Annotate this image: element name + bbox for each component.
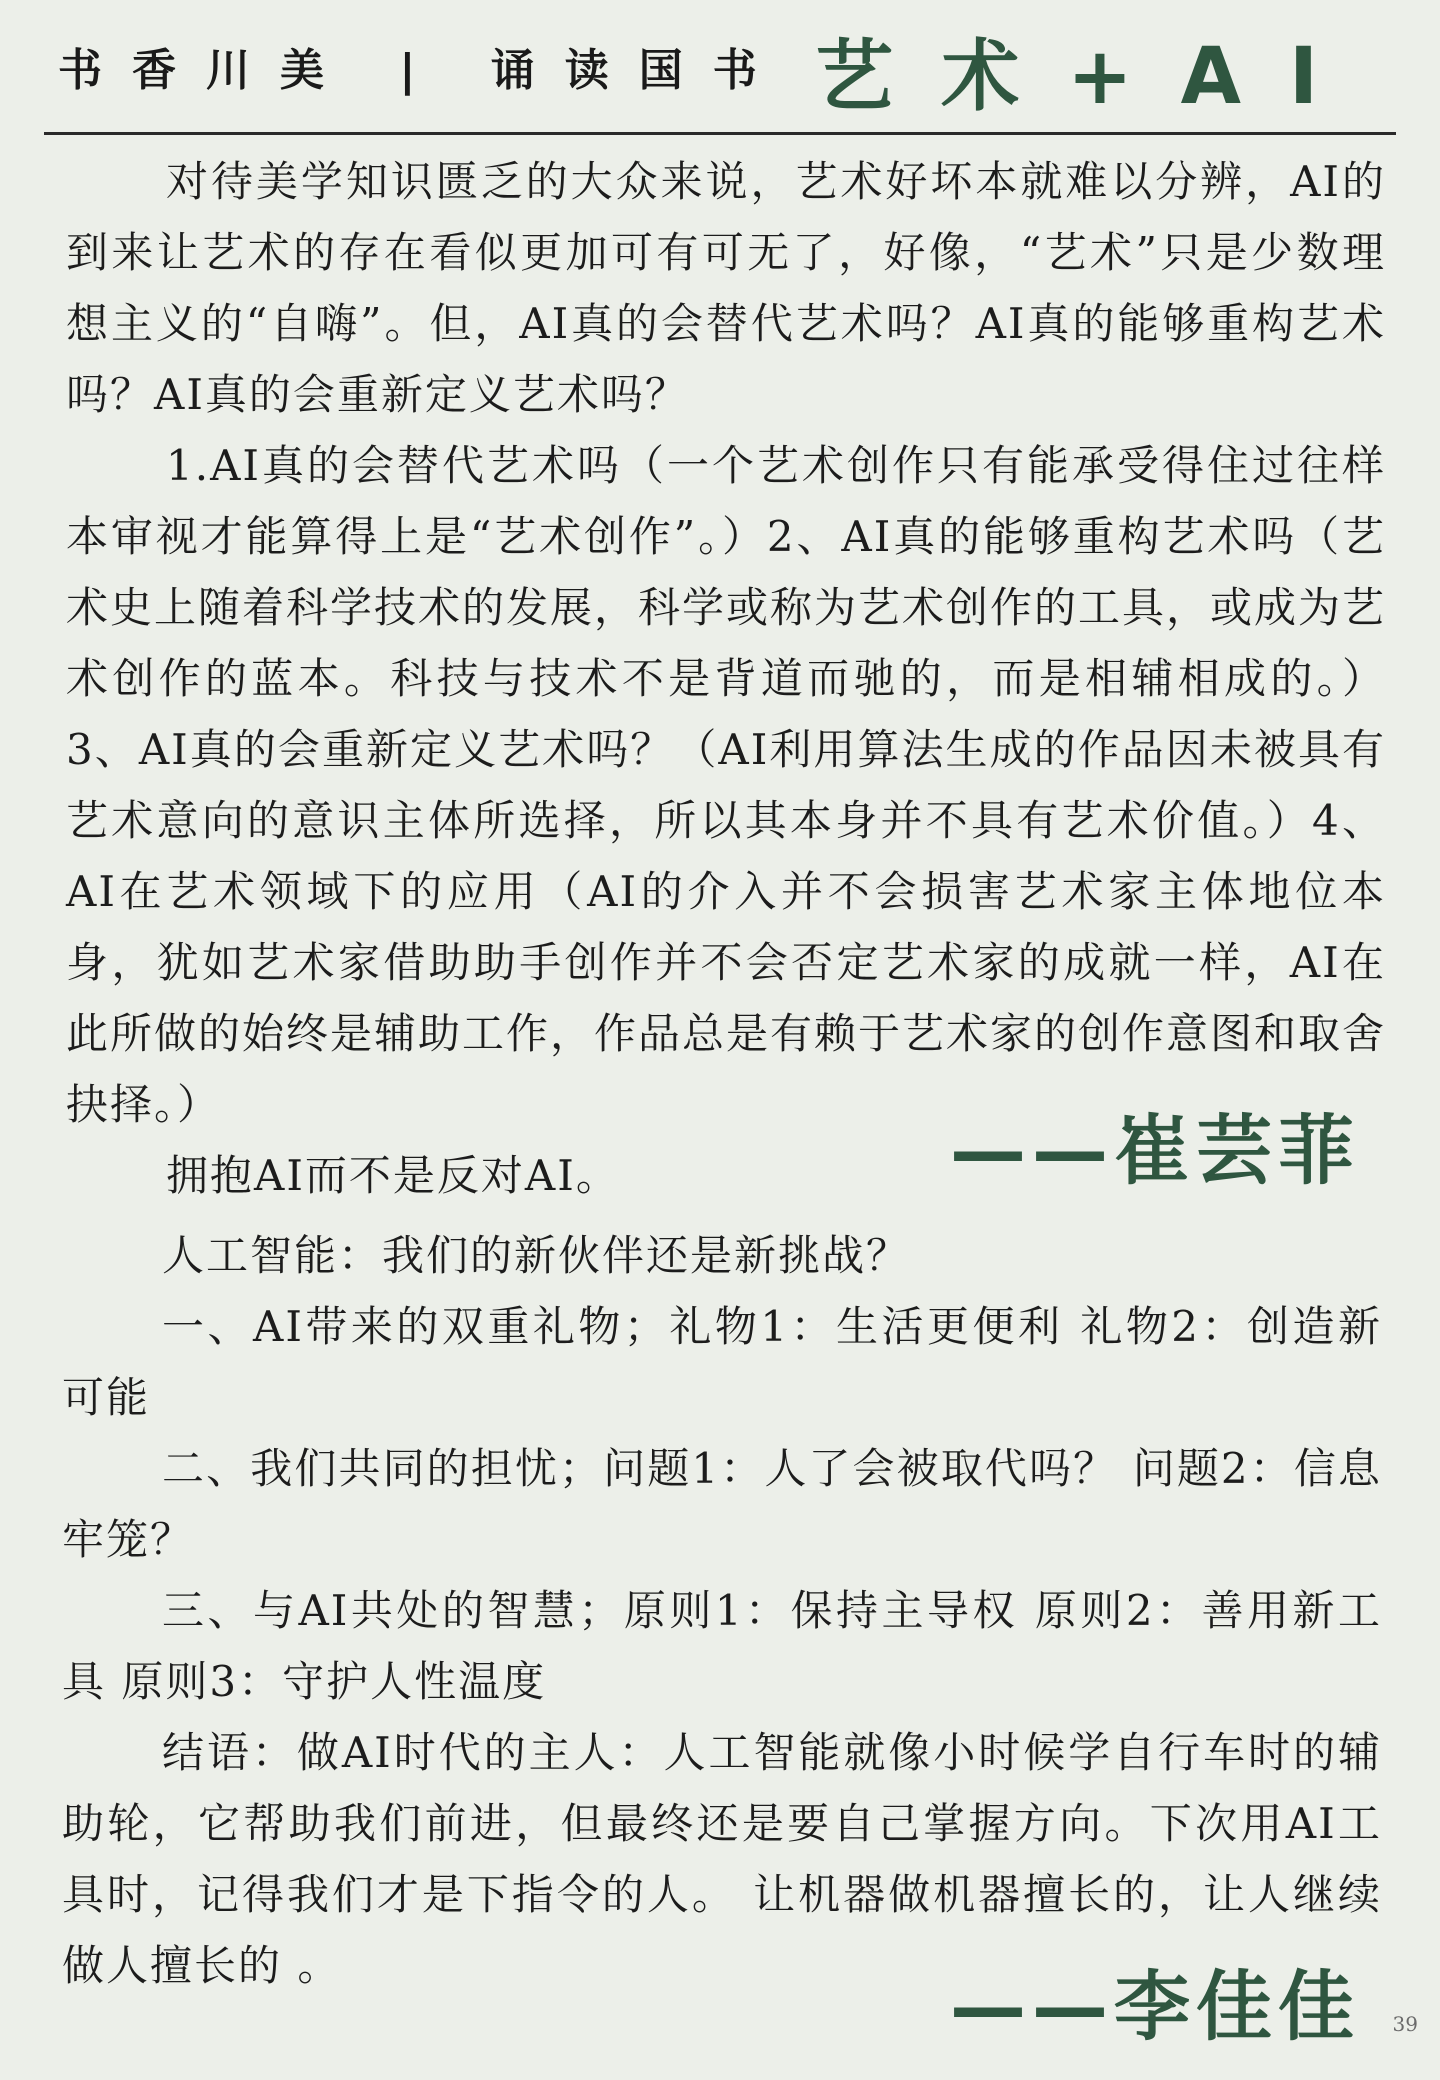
essay-2-paragraph-5: 结语：做AI时代的主人：人工智能就像小时候学自行车时的辅助轮，它帮助我们前进，但最终还是要自己掌握方向。下次用AI工具时，记得我们才是下指令的人。 让机器做机器擅长的，让人继续做人擅长的 。: [62, 1728, 1382, 1990]
header-topic-title: 艺术+AI: [815, 32, 1366, 122]
essay-2-paragraph-3: 二、我们共同的担忧；问题1：人了会被取代吗？ 问题2：信息牢笼？: [62, 1444, 1382, 1564]
essay-1: [66, 146, 1386, 1211]
essay-1-signature: ——崔芸菲: [950, 1106, 1360, 1195]
essay-2: [62, 1220, 1382, 2001]
header-series-title: 书香川美 | 诵读国书: [58, 45, 787, 96]
essay-1-paragraph-2: 1.AI真的会替代艺术吗（一个艺术创作只有能承受得住过往样本审视才能算得上是“艺术创作”。）2、AI真的能够重构艺术吗（艺术史上随着科学技术的发展，科学或称为艺术创作的工具，或成为艺术创作的蓝本。科技与技术不是背道而驰的，而是相辅相成的。）3、AI真的会重新定义艺术吗？（AI利用算法生成的作品因未被具有艺术意向的意识主体所选择，所以其本身并不具有艺术价值。）4、AI在艺术领域下的应用（AI的介入并不会损害艺术家主体地位本身，犹如艺术家借助助手创作并不会否定艺术家的成就一样，AI在此所做的始终是辅助工作，作品总是有赖于艺术家的创作意图和取舍抉择。）: [66, 441, 1387, 1129]
essay-2-signature: ——李佳佳: [950, 1962, 1360, 2051]
essay-1-paragraph-1: 对待美学知识匮乏的大众来说，艺术好坏本就难以分辨，AI的到来让艺术的存在看似更加可有可无了，好像，“艺术”只是少数理想主义的“自嗨”。但，AI真的会替代艺术吗？AI真的能够重构艺术吗？AI真的会重新定义艺术吗？: [66, 157, 1386, 419]
page-header: [44, 0, 1396, 135]
page-number: 39: [1392, 2012, 1418, 2036]
essay-1-paragraph-3: 拥抱AI而不是反对AI。: [166, 1151, 620, 1200]
essay-2-paragraph-1: 人工智能：我们的新伙伴还是新挑战？: [162, 1231, 911, 1280]
essay-2-paragraph-2: 一、AI带来的双重礼物；礼物1：生活更便利 礼物2：创造新可能: [62, 1302, 1382, 1422]
essay-2-paragraph-4: 三、与AI共处的智慧；原则1：保持主导权 原则2：善用新工具 原则3：守护人性温度: [62, 1586, 1382, 1706]
